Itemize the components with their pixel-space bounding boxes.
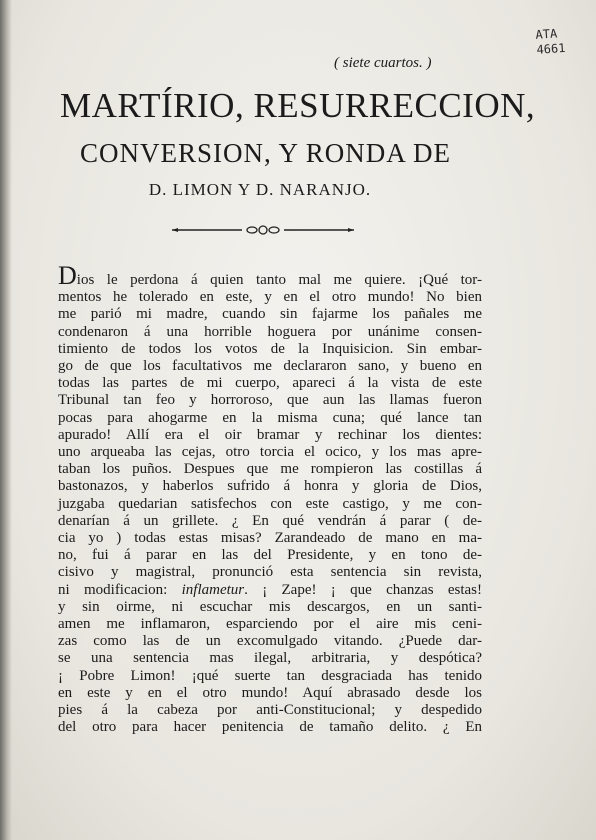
text-line: todas las partes de mi cuerpo, apareci á la vista de este xyxy=(58,375,482,392)
text-line: me parió mi madre, cuando sin fajarme los pañales me xyxy=(58,306,482,323)
title-line-3: D. LIMON Y D. NARANJO. xyxy=(148,180,372,199)
text-line: ni modificacion: inflametur. ¡ Zape! ¡ que chanzas estas! xyxy=(58,581,483,598)
text-line: taban los puños. Despues que me rompieron las costillas á xyxy=(58,461,482,478)
text-line: pies á la cabeza por anti-Constitucional; y despedido xyxy=(58,702,482,719)
shelfmark-line-1: ATA xyxy=(535,26,558,42)
page-binding-edge xyxy=(0,0,12,840)
text-line: no, fui á parar en las del Presidente, y en tono de- xyxy=(58,547,482,564)
text-line: juzgaba quedarian satisfechos con este castigo, y me con- xyxy=(58,495,482,512)
text-line: Dios le perdona á quien tanto mal me quiere. ¡Qué tor- xyxy=(58,261,482,290)
text-line: cia yo ) todas estas misas? Zarandeado de mano en ma- xyxy=(58,530,482,547)
text-line: Tribunal tan feo y horroroso, que aun las llamas fueron xyxy=(58,392,482,409)
latin-italic-word: inflametur xyxy=(181,581,245,598)
text-line: apurado! Allí era el oir bramar y rechinar los dientes: xyxy=(58,426,482,443)
ornamental-rule xyxy=(172,222,354,238)
text-line: condenaron á una horrible hoguera por unánime consen- xyxy=(58,323,482,340)
price-note: ( siete cuartos. ) xyxy=(334,55,432,71)
body-text xyxy=(58,261,483,736)
title-line-2: CONVERSION, Y RONDA DE xyxy=(80,138,452,168)
text-line: timiento de todos los votos de la Inquisicion. Sin embar- xyxy=(58,340,482,357)
text-line: go de que los facultativos me declararon sano, y bueno en xyxy=(58,358,482,375)
text-line: bastonazos, y haberlos sufrido á honra y gloria de Dios, xyxy=(58,478,482,495)
title-line-1: MARTÍRIO, RESURRECCION, xyxy=(60,86,536,125)
text-line: amen me inflamaron, esparciendo por el aire mis ceni- xyxy=(58,616,482,633)
text-line: denarían á un grillete. ¿ En qué vendrán á parar ( de- xyxy=(58,512,482,529)
text-line: cisivo y magistral, pronunció esta sentencia sin revista, xyxy=(58,564,482,581)
text-line: y sin oirme, ni escuchar mis descargos, en un santi- xyxy=(58,598,482,615)
text-line: del otro para hacer penitencia de tamaño delito. ¿ En xyxy=(58,719,482,736)
shelfmark-line-2: 4661 xyxy=(536,40,566,57)
text-line: zas como las de un excomulgado vitando. ¿Puede dar- xyxy=(58,633,482,650)
manuscript-shelfmark xyxy=(535,24,591,58)
text-line: se una sentencia mas ilegal, arbitraria, y despótica? xyxy=(58,650,482,667)
text-line: pocas para ahogarme en la misma cuna; qué lance tan xyxy=(58,409,482,426)
text-line: ¡ Pobre Limon! ¡qué suerte tan desgraciada has tenido xyxy=(58,667,482,684)
drop-cap: D xyxy=(58,261,77,290)
text-line: mentos he tolerado en este, y en el otro mundo! No bien xyxy=(58,289,482,306)
text-line: uno arqueaba las cejas, otro torcia el ocico, y los mas apre- xyxy=(58,444,482,461)
text-line: en este y en el otro mundo! Aquí abrasado desde los xyxy=(58,684,482,701)
